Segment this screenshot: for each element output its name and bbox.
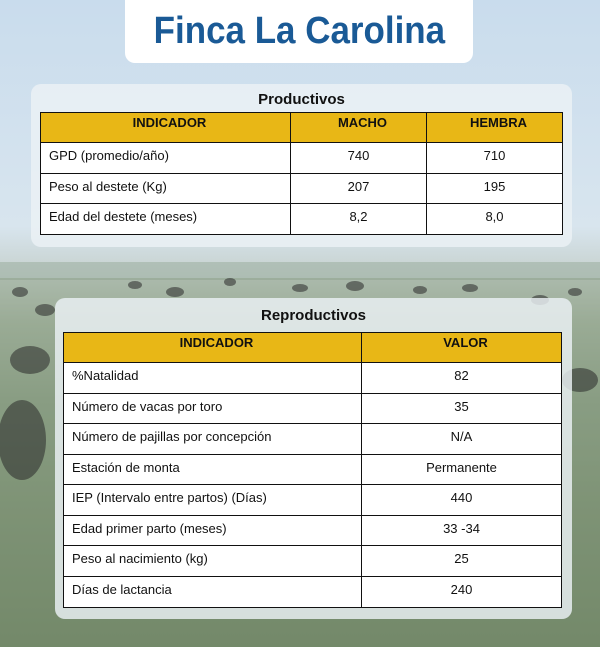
table-row [64,424,562,455]
indicador-cell: Peso al destete (Kg) [41,174,291,204]
productivos-panel [31,84,572,247]
table-row [64,577,562,608]
column-header-hembra: HEMBRA [427,113,563,143]
hembra-cell: 195 [427,174,563,204]
table-row [64,546,562,577]
reproductivos-heading: Reproductivos [260,307,366,324]
macho-cell: 8,2 [291,204,427,235]
indicador-cell: Número de pajillas por concepción [64,424,362,455]
table-row [64,394,562,424]
productivos-table [40,112,563,235]
valor-cell: 35 [362,394,562,424]
valor-cell: 25 [362,546,562,577]
table-header-row [41,113,563,143]
table-row [64,455,562,485]
hembra-cell: 8,0 [427,204,563,235]
productivos-heading: Productivos [258,91,345,108]
table-row [64,363,562,394]
table-header-row [64,333,562,363]
reproductivos-table [63,332,562,608]
indicador-cell: Edad primer parto (meses) [64,516,362,546]
table-row [41,174,563,204]
indicador-cell: Días de lactancia [64,577,362,608]
indicador-cell: %Natalidad [64,363,362,394]
table-row [41,204,563,235]
title-banner [125,0,473,63]
table-row [64,516,562,546]
indicador-cell: Peso al nacimiento (kg) [64,546,362,577]
page-title: Finca La Carolina [153,10,445,52]
valor-cell: 240 [362,577,562,608]
valor-cell: Permanente [362,455,562,485]
valor-cell: 440 [362,485,562,516]
indicador-cell: IEP (Intervalo entre partos) (Días) [64,485,362,516]
valor-cell: 33 -34 [362,516,562,546]
macho-cell: 207 [291,174,427,204]
indicador-cell: Edad del destete (meses) [41,204,291,235]
table-row [41,143,563,174]
indicador-cell: Número de vacas por toro [64,394,362,424]
hembra-cell: 710 [427,143,563,174]
valor-cell: N/A [362,424,562,455]
table-row [64,485,562,516]
indicador-cell: Estación de monta [64,455,362,485]
column-header-indicador: INDICADOR [41,113,291,143]
macho-cell: 740 [291,143,427,174]
column-header-indicador: INDICADOR [64,333,362,363]
column-header-valor: VALOR [362,333,562,363]
indicador-cell: GPD (promedio/año) [41,143,291,174]
reproductivos-panel [55,298,572,619]
valor-cell: 82 [362,363,562,394]
column-header-macho: MACHO [291,113,427,143]
